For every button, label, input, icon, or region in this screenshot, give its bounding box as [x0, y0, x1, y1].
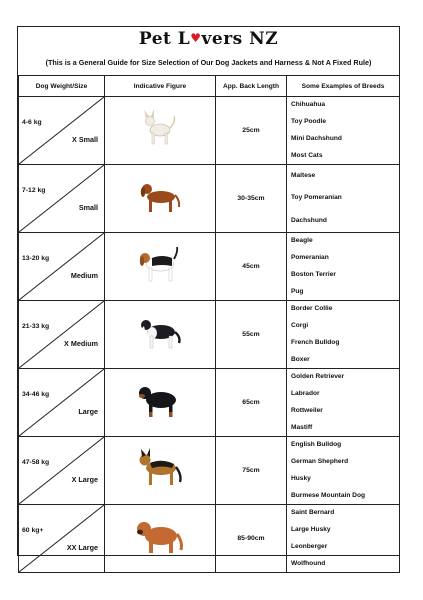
indicative-figure-cell: [105, 165, 216, 233]
size-label: Large: [78, 407, 98, 416]
breeds-cell: [287, 505, 400, 573]
breed-item: Golden Retriever: [291, 373, 345, 381]
weight-range: 47-58 kg: [22, 459, 50, 466]
back-length: 65cm: [216, 369, 287, 437]
breed-item: Burmese Mountain Dog: [291, 491, 365, 499]
weight-size-cell: [19, 301, 105, 369]
breed-item: Wolfhound: [291, 559, 326, 567]
breed-item: Saint Bernard: [291, 509, 335, 517]
diagonal-divider: [19, 505, 104, 572]
breed-item: Beagle: [291, 237, 313, 245]
breed-item: Toy Poodle: [291, 118, 327, 126]
beagle-figure: [132, 242, 188, 286]
table-row: [19, 233, 400, 301]
diagonal-divider: [19, 233, 104, 300]
diagonal-divider: [19, 165, 104, 232]
table-row: [19, 505, 400, 573]
indicative-figure-cell: [105, 97, 216, 165]
table-row: [19, 301, 400, 369]
table-row: [19, 369, 400, 437]
size-label: X Medium: [64, 339, 98, 348]
breed-item: Husky: [291, 474, 311, 482]
breed-item: Mastiff: [291, 423, 313, 431]
breeds-cell: [287, 301, 400, 369]
size-guide-sheet: [17, 26, 400, 567]
back-length: 85-90cm: [216, 505, 287, 573]
breeds-cell: [287, 369, 400, 437]
chihuahua-figure: [132, 106, 188, 150]
weight-size-cell: [19, 505, 105, 573]
back-length: 55cm: [216, 301, 287, 369]
breeds-cell: [287, 165, 400, 233]
table-row: [19, 437, 400, 505]
rottweiler-figure: [132, 378, 188, 422]
weight-range: 4-6 kg: [22, 119, 42, 126]
breed-item: Dachshund: [291, 216, 327, 224]
breeds-cell: [287, 233, 400, 301]
dachshund-figure: [132, 174, 188, 218]
weight-size-cell: [19, 233, 105, 301]
indicative-figure-cell: [105, 301, 216, 369]
breed-item: Most Cats: [291, 151, 323, 159]
breed-item: French Bulldog: [291, 338, 340, 346]
breed-item: Large Husky: [291, 526, 331, 534]
back-length: 25cm: [216, 97, 287, 165]
heart-icon: ♥: [190, 31, 202, 45]
breed-item: Boston Terrier: [291, 270, 336, 278]
header-breeds: Some Examples of Breeds: [287, 76, 400, 97]
indicative-figure-cell: [105, 437, 216, 505]
weight-size-cell: [19, 165, 105, 233]
header-figure: Indicative Figure: [105, 76, 216, 97]
size-table: [18, 75, 400, 573]
indicative-figure-cell: [105, 369, 216, 437]
weight-range: 13-20 kg: [22, 255, 50, 262]
breed-item: Rottweiler: [291, 406, 323, 414]
back-length: 30-35cm: [216, 165, 287, 233]
diagonal-divider: [19, 437, 104, 504]
subtitle: (This is a General Guide for Size Selection of Our Dog Jackets and Harness & Not A Fixed Rule): [45, 58, 372, 67]
breed-item: Chihuahua: [291, 101, 326, 109]
leonberger-figure: [132, 514, 188, 558]
breed-item: German Shepherd: [291, 458, 349, 466]
header-length: App. Back Length: [216, 76, 287, 97]
breeds-cell: [287, 97, 400, 165]
brand-title: Pet L♥vers NZ: [138, 29, 279, 49]
breed-item: Corgi: [291, 322, 309, 330]
back-length: 75cm: [216, 437, 287, 505]
table-row: [19, 165, 400, 233]
diagonal-divider: [19, 97, 104, 164]
breed-item: Maltese: [291, 172, 316, 180]
breeds-cell: [287, 437, 400, 505]
border-collie-figure: [132, 310, 188, 354]
weight-size-cell: [19, 437, 105, 505]
breed-item: English Bulldog: [291, 441, 342, 449]
weight-range: 7-12 kg: [22, 187, 46, 194]
breed-item: Mini Dachshund: [291, 134, 342, 142]
size-label: X Large: [71, 475, 98, 484]
breed-item: Labrador: [291, 390, 320, 398]
weight-size-cell: [19, 369, 105, 437]
breed-item: Boxer: [291, 355, 310, 363]
diagonal-divider: [19, 301, 104, 368]
header-row: [19, 76, 400, 97]
weight-range: 60 kg+: [22, 527, 44, 534]
breed-item: Pomeranian: [291, 254, 329, 262]
breed-item: Pug: [291, 287, 304, 295]
back-length: 45cm: [216, 233, 287, 301]
size-label: Small: [78, 203, 98, 212]
header-weight: Dog Weight/Size: [19, 76, 105, 97]
breed-item: Border Collie: [291, 305, 333, 313]
weight-range: 21-33 kg: [22, 323, 50, 330]
size-label: XX Large: [66, 543, 98, 552]
breed-item: Leonberger: [291, 542, 328, 550]
size-label: X Small: [72, 135, 98, 144]
size-label: Medium: [70, 271, 98, 280]
german-shepherd-figure: [132, 446, 188, 490]
breed-item: Toy Pomeranian: [291, 194, 342, 202]
indicative-figure-cell: [105, 505, 216, 573]
weight-size-cell: [19, 97, 105, 165]
weight-range: 34-46 kg: [22, 391, 50, 398]
table-row: [19, 97, 400, 165]
diagonal-divider: [19, 369, 104, 436]
indicative-figure-cell: [105, 233, 216, 301]
